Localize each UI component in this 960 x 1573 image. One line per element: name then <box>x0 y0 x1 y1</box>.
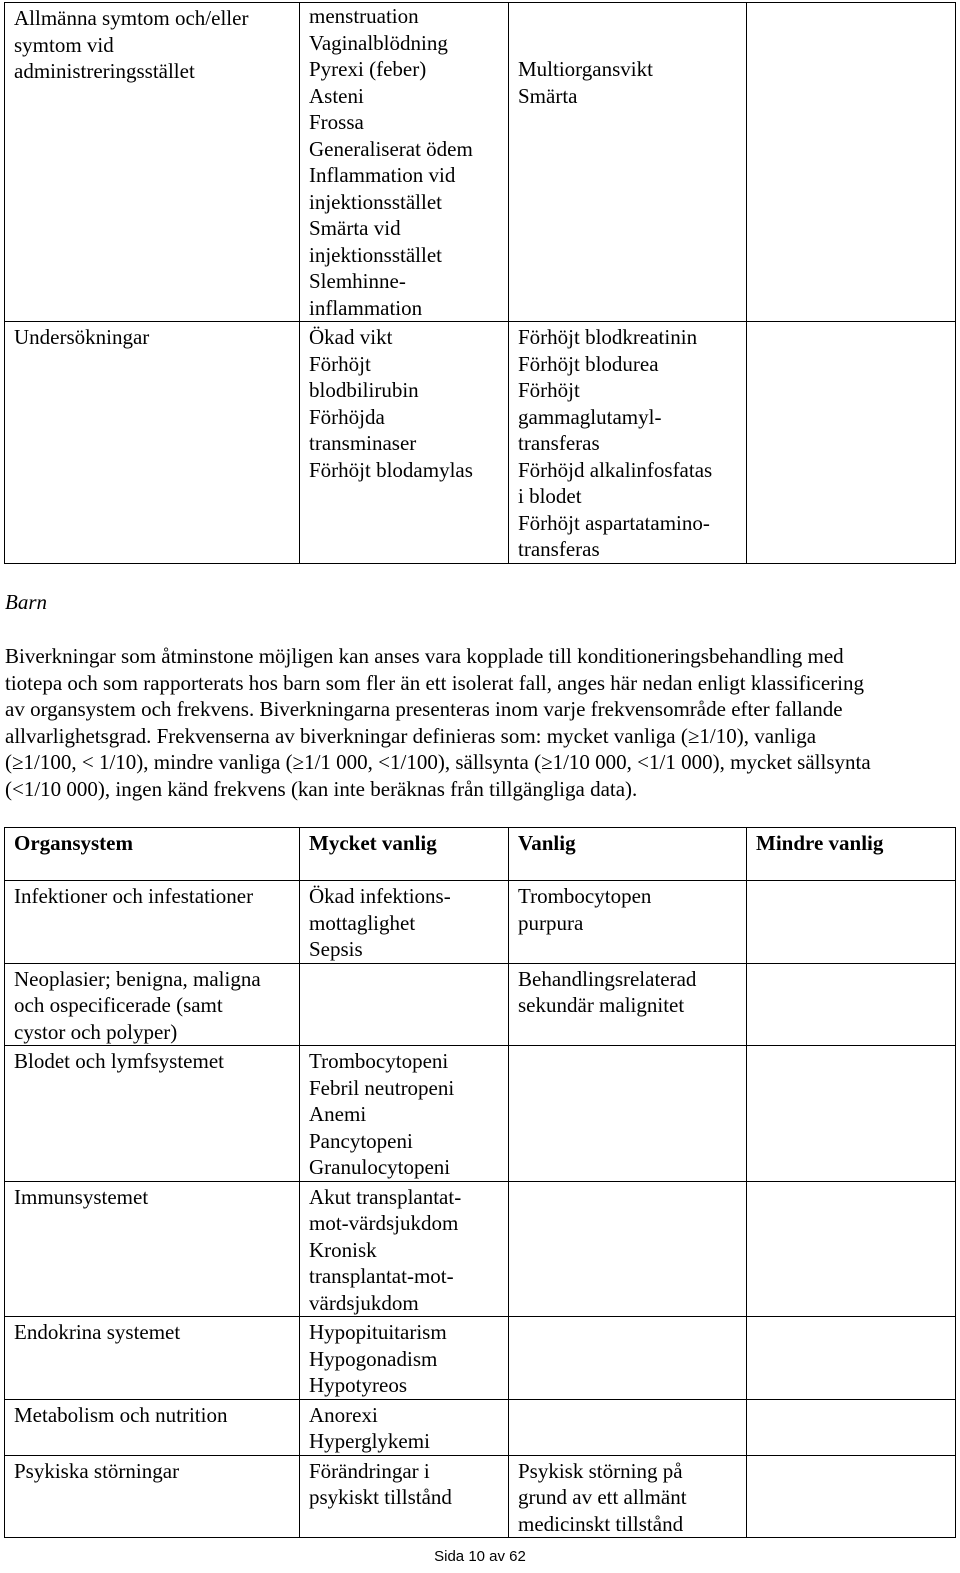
common-cell <box>509 3 747 322</box>
cell-text: Psykiska störningar <box>14 1458 180 1483</box>
cell-text: Immunsystemet <box>14 1184 149 1209</box>
cell-text: Asteni <box>309 83 364 108</box>
organ-cell <box>5 881 300 964</box>
table-row <box>5 1046 956 1182</box>
cell-text: psykiskt tillstånd <box>309 1485 452 1509</box>
header-common: Vanlig <box>509 828 747 881</box>
table-header-row <box>5 828 956 881</box>
uncommon-cell <box>747 881 956 964</box>
cell-text: injektionsstället <box>309 189 442 214</box>
paragraph-line: Biverkningar som åtminstone möjligen kan anses vara kopplade till konditioneringsbehandling med <box>5 644 844 668</box>
cell-text: Smärta vid <box>309 216 401 240</box>
cell-text: Förhöjd alkalinfosfatas <box>518 457 713 482</box>
cell-text: Undersökningar <box>14 325 150 349</box>
cell-text: Pancytopeni <box>309 1128 413 1153</box>
cell-text: Trombocytopeni <box>309 1049 449 1073</box>
cell-text: Metabolism och nutrition <box>14 1402 228 1427</box>
cell-text: Ökad vikt <box>309 325 393 349</box>
adverse-reactions-table-continued <box>4 2 956 564</box>
cell-text: injektionsstället <box>309 242 442 267</box>
cell-text: Förhöjt blodkreatinin <box>518 325 698 349</box>
uncommon-cell <box>747 1455 956 1538</box>
cell-text: Frossa <box>309 110 364 134</box>
paragraph-line: tiotepa och som rapporterats hos barn som fler än ett isolerat fall, anges här nedan enligt klassificering <box>5 670 864 695</box>
cell-text: Förändringar i <box>309 1458 430 1483</box>
common-cell <box>509 1046 747 1182</box>
header-organ-system: Organsystem <box>5 828 300 881</box>
cell-text: Sepsis <box>309 937 363 961</box>
paragraph-line: allvarlighetsgrad. Frekvenserna av biverkningar definieras som: mycket vanliga (≥1/10), vanliga <box>5 723 817 748</box>
cell-text: Förhöjt aspartatamino- <box>518 510 710 535</box>
intro-paragraph <box>5 643 957 802</box>
organ-cell <box>5 1181 300 1317</box>
very-common-cell <box>300 1455 509 1538</box>
cell-text: grund av ett allmänt <box>518 1485 687 1509</box>
organ-cell <box>5 322 300 564</box>
cell-text: symtom vid <box>14 32 114 57</box>
cell-text: Neoplasier; benigna, maligna <box>14 966 261 991</box>
common-cell <box>509 1317 747 1400</box>
cell-text: Blodet och lymfsystemet <box>14 1049 224 1073</box>
cell-text: inflammation <box>309 295 423 320</box>
cell-text: menstruation <box>309 4 419 28</box>
cell-text: Akut transplantat- <box>309 1184 462 1209</box>
paragraph-line: av organsystem och frekvens. Biverkningarna presenteras inom varje frekvensområde efter fallande <box>5 697 843 721</box>
cell-text: transplantat-mot- <box>309 1264 454 1288</box>
very-common-cell <box>300 1181 509 1317</box>
uncommon-cell <box>747 1317 956 1400</box>
very-common-cell <box>300 1317 509 1400</box>
cell-text: Ökad infektions- <box>309 884 451 908</box>
common-cell <box>509 1181 747 1317</box>
cell-text: cystor och polyper) <box>14 1019 178 1044</box>
cell-text: transferas <box>518 537 600 561</box>
cell-text: Kronisk <box>309 1237 377 1262</box>
cell-text: Slemhinne- <box>309 269 406 293</box>
table-row <box>5 1317 956 1400</box>
cell-text: blodbilirubin <box>309 378 419 402</box>
common-cell <box>509 881 747 964</box>
cell-text: Pyrexi (feber) <box>309 57 427 81</box>
pediatric-adverse-reactions-table <box>4 827 956 1538</box>
uncommon-cell <box>747 1399 956 1455</box>
cell-text: Hyperglykemi <box>309 1429 430 1453</box>
table-row <box>5 322 956 564</box>
uncommon-cell <box>747 1181 956 1317</box>
very-common-cell <box>300 1046 509 1182</box>
table-row <box>5 1455 956 1538</box>
cell-text: Granulocytopeni <box>309 1155 451 1179</box>
organ-cell <box>5 1317 300 1400</box>
cell-text: Multiorgansvikt <box>518 57 653 81</box>
paragraph-line: (<1/10 000), ingen känd frekvens (kan inte beräknas från tillgängliga data). <box>5 776 638 801</box>
organ-cell <box>5 963 300 1046</box>
paragraph-line: (≥1/100, < 1/10), mindre vanliga (≥1/1 000, <1/100), sällsynta (≥1/10 000, <1/1 000), mycket sällsynta <box>5 750 871 774</box>
cell-text: Vaginalblödning <box>309 30 448 55</box>
cell-text: Behandlingsrelaterad <box>518 966 697 991</box>
cell-text: mot-värdsjukdom <box>309 1211 459 1235</box>
cell-text: Allmänna symtom och/eller <box>14 6 249 30</box>
cell-text: Förhöjt blodamylas <box>309 457 473 482</box>
page-number: Sida 10 av 62 <box>434 1548 526 1565</box>
header-very-common: Mycket vanlig <box>300 828 509 881</box>
very-common-cell <box>300 3 509 322</box>
cell-text: Anemi <box>309 1102 367 1126</box>
uncommon-cell <box>747 1046 956 1182</box>
cell-text: transminaser <box>309 431 417 455</box>
cell-text <box>518 30 746 57</box>
cell-text: Förhöjda <box>309 404 385 429</box>
cell-text: Förhöjt <box>518 378 580 402</box>
cell-text: Generaliserat ödem <box>309 136 473 161</box>
cell-text: Anorexi <box>309 1402 378 1427</box>
cell-text: gammaglutamyl- <box>518 404 662 429</box>
cell-text: Inflammation vid <box>309 163 456 187</box>
uncommon-cell <box>747 322 956 564</box>
cell-text: medicinskt tillstånd <box>518 1511 684 1536</box>
header-uncommon: Mindre vanlig <box>747 828 956 881</box>
cell-text: Hypotyreos <box>309 1373 407 1397</box>
cell-text: Förhöjt <box>309 351 371 376</box>
cell-text: Hypopituitarism <box>309 1320 447 1344</box>
common-cell <box>509 963 747 1046</box>
uncommon-cell <box>747 3 956 322</box>
organ-cell <box>5 1455 300 1538</box>
table-row <box>5 3 956 322</box>
cell-text: Smärta <box>518 83 578 108</box>
cell-text <box>518 3 746 30</box>
cell-text: Endokrina systemet <box>14 1320 181 1344</box>
common-cell <box>509 322 747 564</box>
cell-text: transferas <box>518 431 600 455</box>
cell-text: purpura <box>518 910 584 935</box>
cell-text: sekundär malignitet <box>518 993 685 1017</box>
very-common-cell <box>300 963 509 1046</box>
very-common-cell <box>300 1399 509 1455</box>
cell-text: Febril neutropeni <box>309 1075 455 1100</box>
cell-text: Förhöjt blodurea <box>518 351 659 376</box>
cell-text: i blodet <box>518 484 582 508</box>
common-cell <box>509 1455 747 1538</box>
table-row <box>5 1399 956 1455</box>
cell-text: och ospecificerade (samt <box>14 993 223 1017</box>
cell-text: Hypogonadism <box>309 1346 438 1371</box>
cell-text: värdsjukdom <box>309 1290 419 1315</box>
table-row <box>5 1181 956 1317</box>
cell-text: Psykisk störning på <box>518 1458 683 1483</box>
cell-text: mottaglighet <box>309 910 416 935</box>
cell-text: administreringsstället <box>14 59 195 83</box>
table-row <box>5 881 956 964</box>
organ-cell <box>5 1399 300 1455</box>
very-common-cell <box>300 322 509 564</box>
organ-cell <box>5 1046 300 1182</box>
uncommon-cell <box>747 963 956 1046</box>
section-heading: Barn <box>5 590 47 614</box>
common-cell <box>509 1399 747 1455</box>
very-common-cell <box>300 881 509 964</box>
organ-cell <box>5 3 300 322</box>
table-row <box>5 963 956 1046</box>
cell-text: Infektioner och infestationer <box>14 884 254 908</box>
cell-text: Trombocytopen <box>518 884 652 908</box>
